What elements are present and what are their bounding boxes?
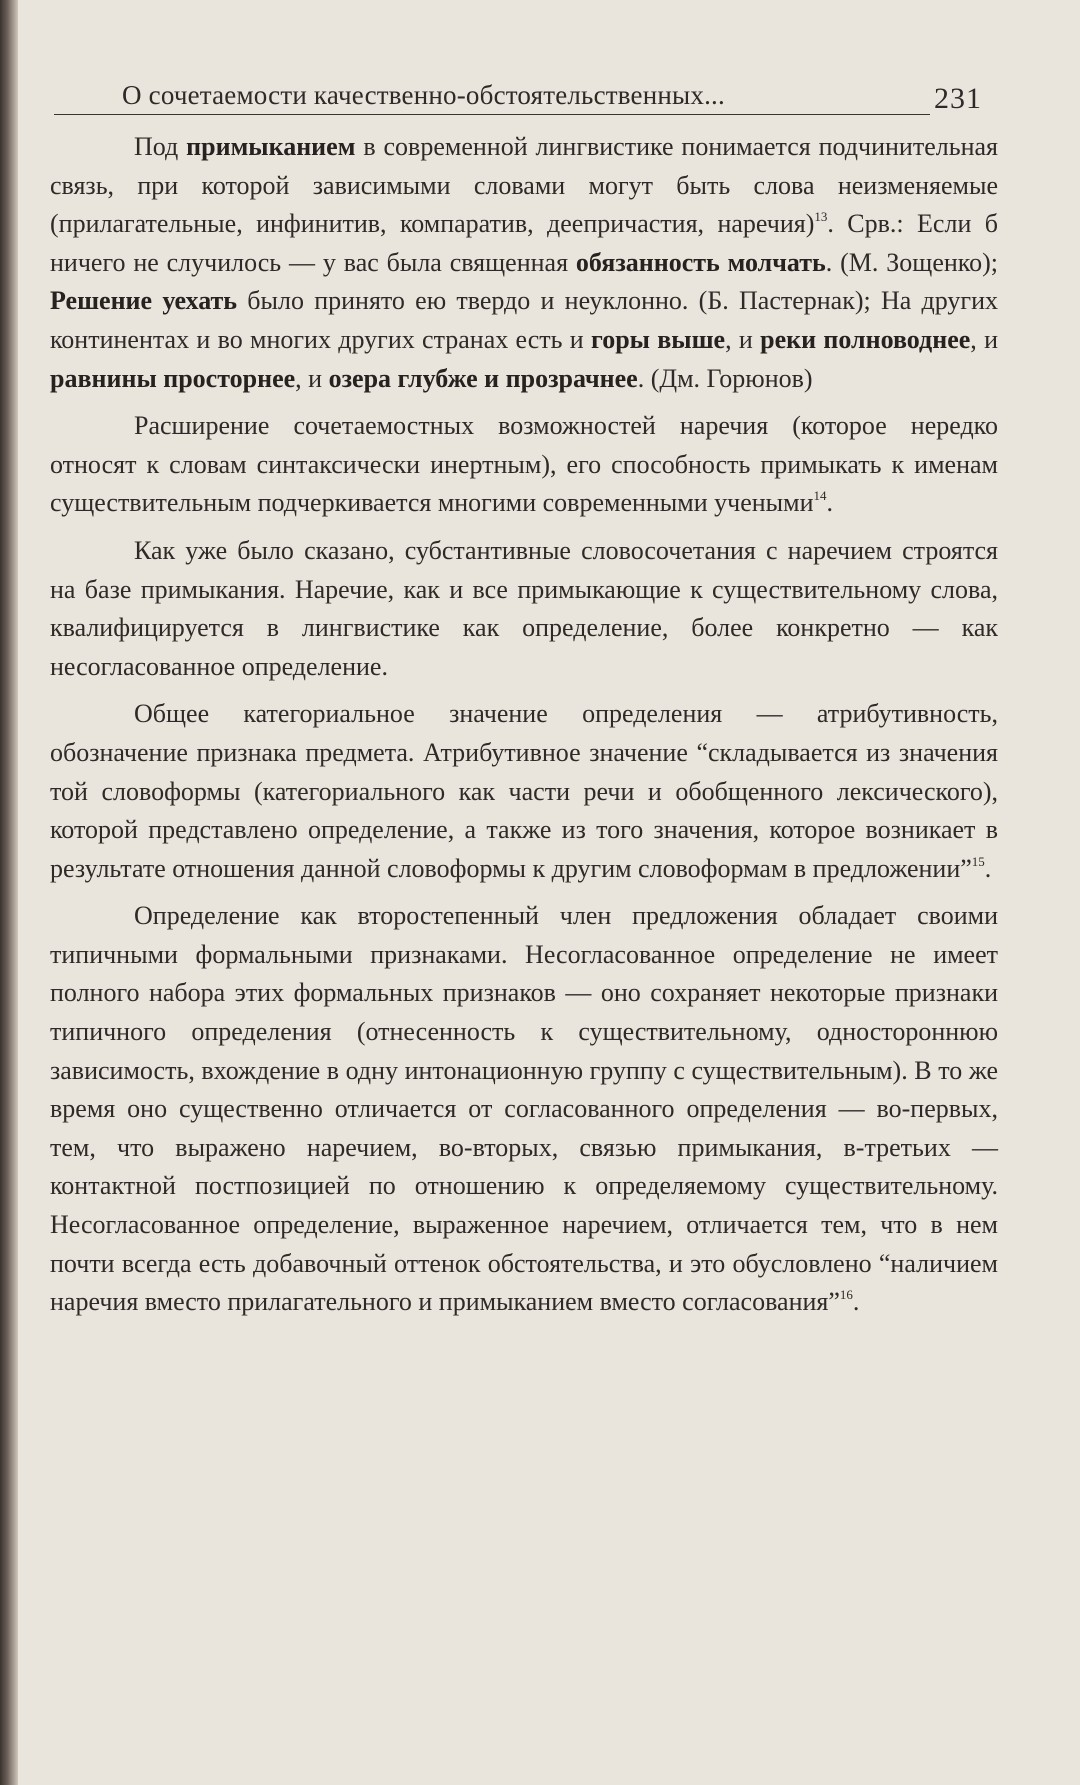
text-run: Расширение сочетаемостных возможностей наречия (которое нередко относят к словам синтаксически инертным), его способность примыкать к именам существительным подчеркивается многими современными учеными bbox=[50, 411, 998, 518]
page-number: 231 bbox=[934, 82, 982, 115]
paragraph bbox=[50, 532, 998, 686]
emphasized-phrase: обязанность молчать bbox=[575, 247, 826, 277]
text-run: . (Дм. Горюнов) bbox=[637, 363, 813, 393]
text-run: Как уже было сказано, субстантивные словосочетания с наречием строятся на базе примыкания. Наречие, как и все примыкающие к существительному слова, квалифицируется в лингвистике как определение, более конкретно — как несогласованное определение. bbox=[50, 535, 998, 681]
text-run: . (М. Зощенко); bbox=[825, 247, 998, 277]
footnote-ref: 14 bbox=[813, 488, 827, 504]
emphasized-phrase: реки полноводнее bbox=[760, 324, 971, 354]
text-run: . Срв.: Если б ничего не случилось — у вас была священная bbox=[50, 209, 998, 277]
text-run: в современной лингвистике понимается подчинительная связь, при которой зависимыми словами могут быть слова неизменяемые (прилагательные, инфинитив, компаратив, деепричастия, наречия) bbox=[50, 132, 998, 239]
emphasized-phrase: равнины просторнее bbox=[50, 363, 296, 393]
footnote-ref: 15 bbox=[971, 853, 985, 869]
text-run: , и bbox=[295, 363, 329, 393]
book-page bbox=[50, 0, 998, 1785]
running-head-rule bbox=[54, 114, 930, 115]
paragraph bbox=[50, 897, 998, 1322]
text-run: Определение как второстепенный член предложения обладает своими типичными формальными признаками. Несогласованное определение не имеет полного набора этих формальных признаков — оно сохраняет некоторые признаки типичного определения (отнесенность к существительному, одностороннюю зависимость, вхождение в одну интонационную группу с существительным). В то же время оно существенно отличается от согласованного определения — во-первых, тем, что выражено наречием, во-вторых, связью примыкания, в-третьих — контактной постпозицией по отношению к определяемому существительному. Несогласованное определение, выраженное наречием, отличается тем, что в нем почти всегда есть добавочный оттенок обстоятельства, и это обусловлено “наличием наречия вместо прилагательного и примыканием вместо согласования” bbox=[50, 901, 998, 1317]
text-run: было принято ею твердо и неуклонно. (Б. Пастернак); На других континентах и во многих других странах есть и bbox=[50, 286, 998, 354]
emphasized-phrase: Решение уехать bbox=[50, 286, 238, 316]
footnote-ref: 16 bbox=[839, 1287, 853, 1303]
paragraph bbox=[50, 695, 998, 888]
emphasized-phrase: озера глубже и прозрачнее bbox=[328, 363, 638, 393]
paragraph bbox=[50, 407, 998, 523]
book-spine-shadow bbox=[0, 0, 18, 1785]
text-run: Под bbox=[134, 132, 187, 161]
text-run: . bbox=[826, 488, 834, 518]
body-text bbox=[50, 128, 998, 1322]
text-run: , и bbox=[725, 324, 761, 354]
text-run: . bbox=[984, 853, 992, 883]
paragraph bbox=[50, 128, 998, 398]
running-head bbox=[54, 78, 994, 118]
emphasized-phrase: примыканием bbox=[186, 132, 356, 161]
running-head-title: О сочетаемости качественно-обстоятельственных... bbox=[122, 80, 725, 110]
footnote-ref: 13 bbox=[814, 209, 828, 225]
emphasized-phrase: горы выше bbox=[591, 324, 726, 354]
text-run: , и bbox=[970, 324, 998, 354]
text-run: . bbox=[852, 1287, 860, 1317]
text-run: Общее категориальное значение определения — атрибутивность, обозначение признака предмета. Атрибутивное значение “складывается из значения той словоформы (категориального как части речи и обобщенного лексического), которой представлено определение, а также из того значения, которое возникает в результате отношения данной словоформы к другим словоформам в предложении” bbox=[50, 699, 998, 883]
